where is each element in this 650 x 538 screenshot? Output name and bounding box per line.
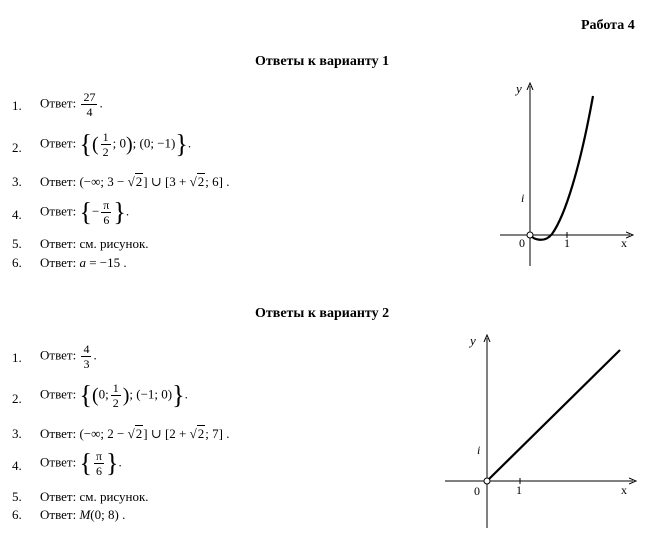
item-number: 5.: [12, 489, 22, 504]
answer-label: Ответ:: [40, 255, 77, 270]
v2-answer-5: 5. Ответ: см. рисунок.: [12, 489, 149, 504]
v1-answer-4: 4. Ответ: {− $\frac{\pi}{6}$ }.: [12, 197, 130, 227]
item-number: 1.: [12, 350, 22, 365]
x-tick-label: 1: [564, 236, 570, 250]
item-number: 3.: [12, 174, 22, 189]
item-number: 1.: [12, 98, 22, 113]
item-number: 6.: [12, 255, 22, 270]
v2-answer-4: 4. Ответ: { $\frac{\pi}{6}$ }.: [12, 448, 122, 478]
y-axis-label: y: [516, 81, 522, 96]
item-number: 2.: [12, 391, 22, 406]
item-number: 2.: [12, 140, 22, 155]
item-number: 6.: [12, 507, 22, 522]
answer-label: Ответ:: [40, 174, 77, 189]
v1-graph: [490, 78, 635, 268]
answer-label: Ответ:: [40, 203, 77, 219]
v2-answer-2: 2. Ответ: {(0; $\frac{1}{2}$ ); (−1; 0)}.: [12, 380, 188, 410]
v2-answer-6: 6. Ответ: M(0; 8) .: [12, 507, 126, 522]
function-line: [487, 350, 620, 481]
v2-answer-1: 1. Ответ: $\frac{4}{3}$ .: [12, 342, 97, 371]
v1-answer-1: 1. Ответ: $\frac{27}{4}$ .: [12, 90, 103, 119]
x-axis-label: x: [621, 483, 627, 497]
answer-label: Ответ:: [40, 454, 77, 470]
open-point: [484, 478, 490, 484]
v2-graph: [440, 330, 640, 530]
answer-label: Ответ:: [40, 507, 77, 522]
origin-label: 0: [474, 484, 480, 498]
fraction: $\frac{27}{4}$: [83, 90, 96, 119]
v1-answer-3: 3. Ответ: (−∞; 3 − √2] ∪ [3 + √2; 6] .: [12, 174, 230, 189]
answer-label: Ответ:: [40, 386, 77, 402]
answer-label: Ответ:: [40, 135, 77, 151]
answer-label: Ответ:: [40, 347, 77, 363]
function-curve: [530, 96, 593, 240]
variant1-heading: Ответы к варианту 1: [255, 54, 390, 69]
origin-label: 0: [519, 236, 525, 250]
item-number: 4.: [12, 458, 22, 473]
y-tick-label: i: [477, 443, 481, 457]
variant2-heading: Ответы к варианту 2: [255, 306, 390, 321]
v1-answer-5: 5. Ответ: см. рисунок.: [12, 236, 149, 251]
item-number: 5.: [12, 236, 22, 251]
answer-label: Ответ:: [40, 426, 77, 441]
answer-label: Ответ:: [40, 95, 77, 111]
x-tick-label: 1: [516, 483, 522, 497]
item-number: 3.: [12, 426, 22, 441]
y-axis-label: y: [470, 333, 476, 348]
y-tick-label: i: [521, 191, 525, 205]
v1-answer-6: 6. Ответ: a = −15 .: [12, 255, 127, 270]
page-title: Работа 4: [581, 18, 635, 33]
v1-answer-2: 2. Ответ: {( $\frac{1}{2}$ ; 0); (0; −1)}.: [12, 129, 192, 159]
item-number: 4.: [12, 207, 22, 222]
open-point: [527, 232, 533, 238]
x-axis-label: x: [621, 236, 627, 250]
v2-answer-3: 3. Ответ: (−∞; 2 − √2] ∪ [2 + √2; 7] .: [12, 426, 230, 441]
